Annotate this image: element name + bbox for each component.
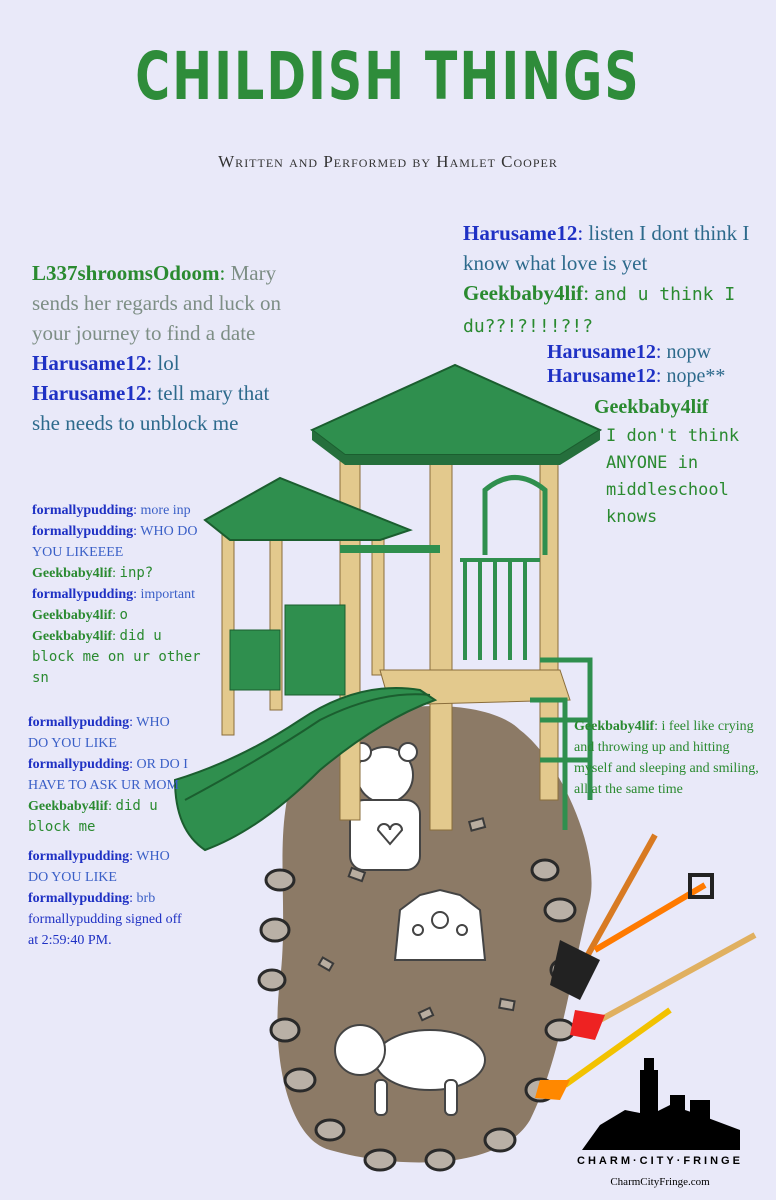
username: Harusame12 [547, 365, 656, 387]
message: WHO DO YOU LIKE [28, 715, 170, 751]
chat-line: Geekbaby4lif: did u block me on ur other sn [32, 628, 201, 686]
username: L337shroomsOdoom [32, 261, 220, 285]
chat-line: Geekbaby4lif: inp? [32, 565, 154, 581]
chat-block-top-right [463, 218, 753, 342]
username: Geekbaby4lif [32, 566, 113, 581]
username: formallypudding [32, 587, 134, 602]
chat-line: Harusame12: nope** [547, 365, 726, 387]
username: formallypudding [28, 715, 130, 730]
username: Geekbaby4lif [594, 396, 709, 418]
message: i feel like crying and throwing up and hitting myself and sleeping and smiling, all at the same time [574, 719, 759, 797]
username: formallypudding [32, 524, 134, 539]
poster-subtitle: Written and Performed by Hamlet Cooper [218, 152, 558, 171]
message: important [140, 587, 195, 602]
chat-block-left [32, 500, 202, 689]
message: and u think I du??!?!!!?!? [463, 284, 736, 337]
chat-line: formallypudding: OR DO I HAVE TO ASK UR MOM [28, 757, 188, 793]
chat-line: Geekbaby4lif: o [32, 607, 128, 623]
username: Harusame12 [547, 341, 656, 363]
message: did u block me [28, 798, 158, 835]
message: brb [136, 891, 156, 906]
message: OR DO I HAVE TO ASK UR MOM [28, 757, 188, 793]
chat-block-nope [547, 340, 767, 388]
message: did u block me on ur other sn [32, 628, 201, 686]
message: WHO DO YOU LIKEEEE [32, 524, 198, 560]
username: Harusame12 [32, 351, 147, 375]
chat-block-right-bottom: Geekbaby4lif: i feel like crying and throwing up and hitting myself and sleeping and smiling, all at the same time [574, 719, 759, 797]
chat-line: Geekbaby4lif: did u block me [28, 798, 158, 835]
chat-line: Harusame12: lol [32, 351, 180, 375]
chat-line: L337shroomsOdoom: Mary sends her regards and luck on your journey to find a date [32, 261, 282, 345]
username: Geekbaby4lif [463, 281, 584, 305]
chat-line: Harusame12: nopw [547, 341, 711, 363]
chat-line: formallypudding: WHO DO YOU LIKE [28, 715, 170, 751]
chat-line: formallypudding: important [32, 587, 195, 602]
username: Geekbaby4lif [28, 799, 109, 814]
charm-city-fringe-logo [582, 1058, 740, 1150]
username: Geekbaby4lif [32, 629, 113, 644]
chat-line: formallypudding: brb [28, 891, 156, 906]
poster-title: CHILDISH THINGS [135, 38, 641, 115]
chat-line: Harusame12: listen I dont think I know what love is yet [463, 221, 750, 275]
chat-block-top-left [32, 258, 302, 438]
message: Mary sends her regards and luck on your journey to find a date [32, 261, 282, 345]
message: I don't think ANYONE in middleschool knows [606, 426, 740, 527]
chat-line: Harusame12: tell mary that she needs to unblock me [32, 381, 270, 435]
message: nopw [666, 341, 711, 363]
username: formallypudding [32, 503, 134, 518]
chat-line: formallypudding: more inp [32, 503, 191, 518]
signoff-notice: formallypudding signed off at 2:59:40 PM. [28, 912, 182, 948]
message: lol [157, 351, 180, 375]
chat-line: formallypudding: WHO DO YOU LIKE [28, 849, 170, 885]
username: Geekbaby4lif [574, 719, 655, 734]
message: more inp [140, 503, 191, 518]
username: formallypudding [28, 849, 130, 864]
message: WHO DO YOU LIKE [28, 849, 170, 885]
username: Harusame12 [32, 381, 147, 405]
message: inp? [119, 565, 154, 581]
message: nope** [666, 365, 726, 387]
message: o [119, 607, 128, 623]
logo-url: CharmCityFringe.com [610, 1176, 710, 1188]
username: formallypudding [28, 891, 130, 906]
username: formallypudding [28, 757, 130, 772]
message: listen I dont think I know what love is yet [463, 221, 750, 275]
logo-name: CHARM·CITY·FRINGE [577, 1155, 743, 1167]
chat-line: Geekbaby4lif: and u think I du??!?!!!?!? [463, 281, 736, 337]
username: Geekbaby4lif [32, 608, 113, 623]
chat-block-left-2 [28, 712, 193, 951]
chat-line: formallypudding: WHO DO YOU LIKEEEE [32, 524, 198, 560]
chat-block-anyone [594, 396, 769, 531]
username: Harusame12 [463, 221, 578, 245]
message: tell mary that she needs to unblock me [32, 381, 270, 435]
